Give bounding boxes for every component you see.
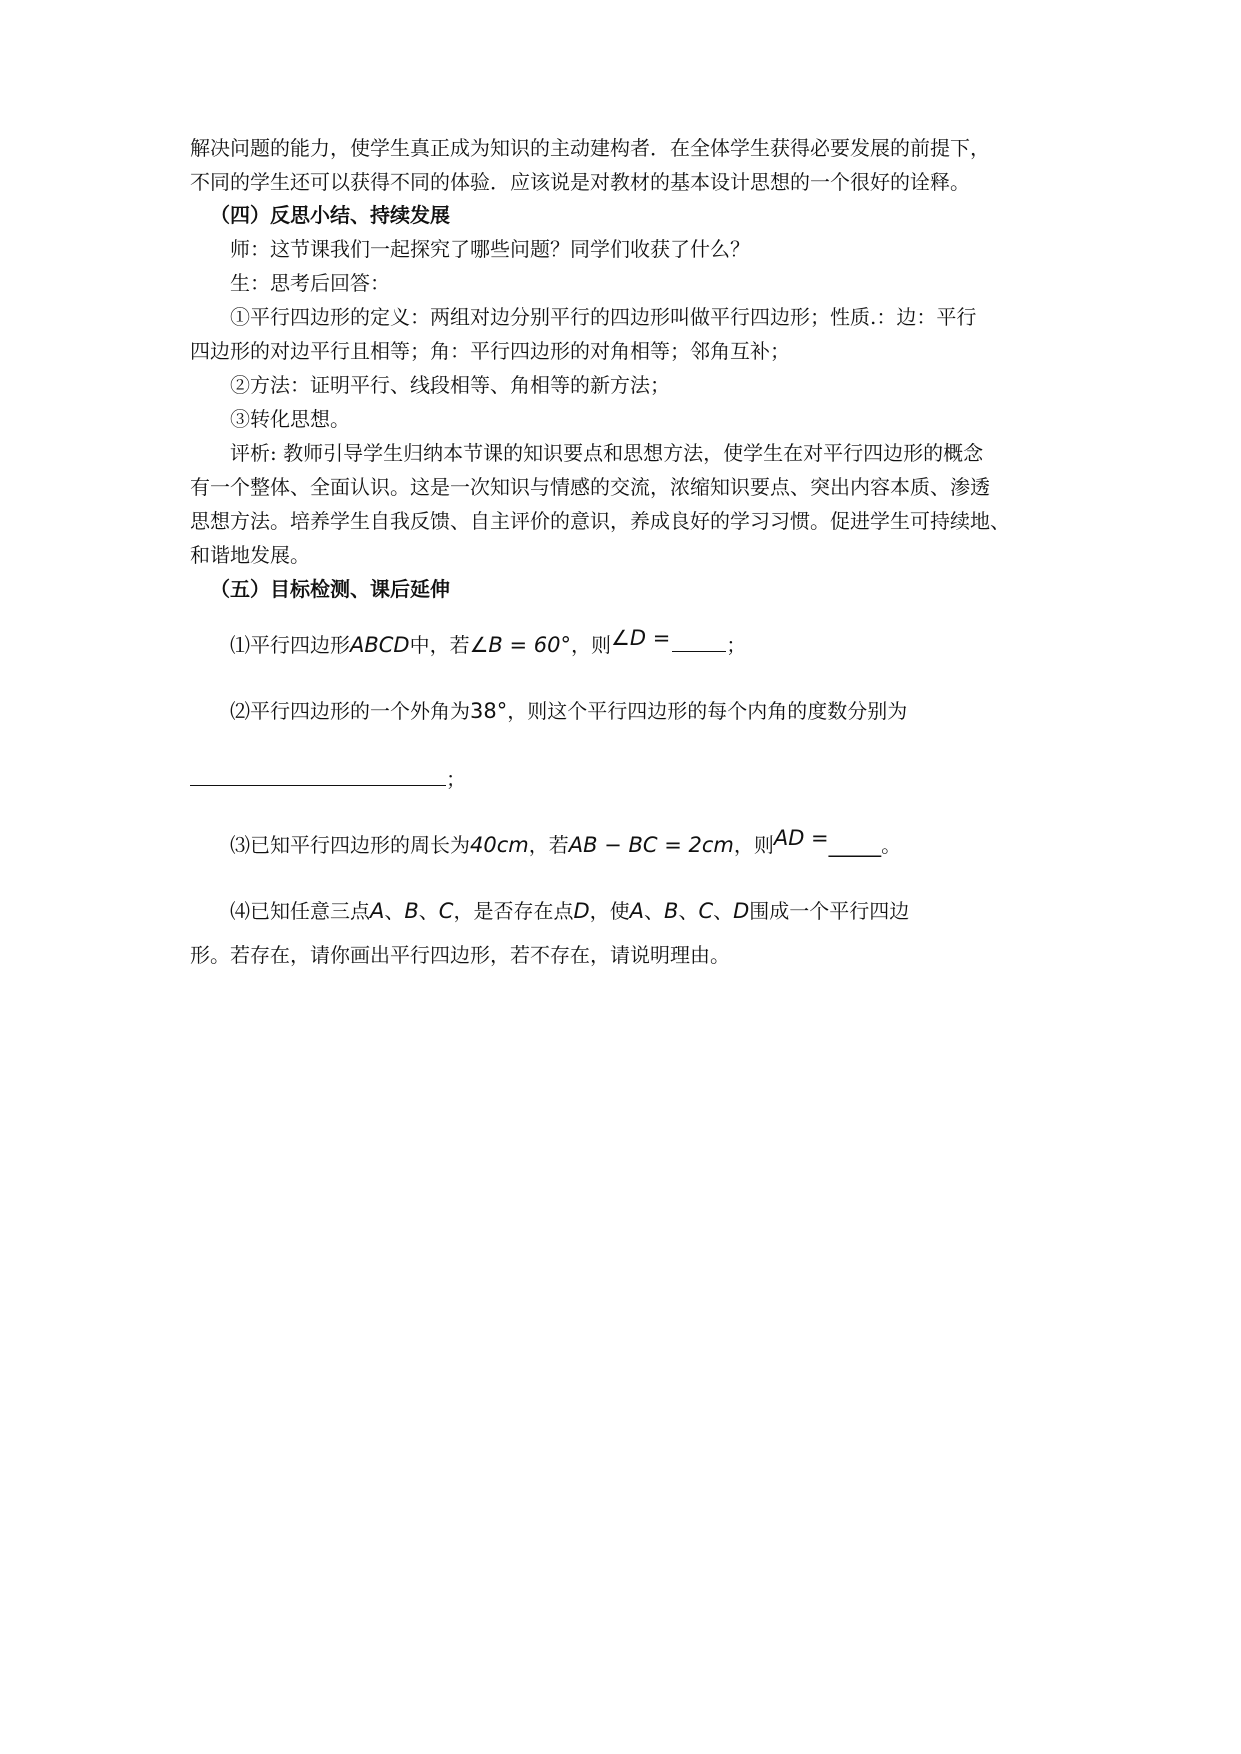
text: ，则 (571, 633, 612, 657)
text: ①平行四边形的定义：两组对边分别平行的四边形叫做平行四边形；性质.：边：平行 (230, 305, 977, 329)
text: 有一个整体、全面认识。这是一次知识与情感的交流，浓缩知识要点、突出内容本质、渗透 (190, 475, 990, 499)
math-expression: ∠D = (611, 626, 671, 650)
text: 解决问题的能力，使学生真正成为知识的主动建构者．在全体学生获得必要发展的前提下， (190, 136, 990, 160)
text: ⑶已知平行四边形的周长为 (230, 833, 470, 857)
comment-line (0, 504, 1241, 538)
text: 、 (713, 899, 734, 923)
text: ，使 (589, 899, 630, 923)
exercise-4 (0, 894, 1241, 928)
math-expression: 40cm (470, 833, 529, 857)
text: ③转化思想。 (230, 407, 350, 431)
math-point: B (404, 899, 419, 923)
text: ，若 (528, 833, 569, 857)
text: 不同的学生还可以获得不同的体验．应该说是对教材的基本设计思想的一个很好的诠释。 (190, 170, 970, 194)
section-heading-5 (0, 572, 1241, 606)
math-expression: ABCD (350, 633, 410, 657)
text: 四边形的对边平行且相等；角：平行四边形的对角相等；邻角互补； (190, 339, 790, 363)
comment-line (0, 538, 1241, 572)
summary-item-1 (0, 300, 1241, 334)
summary-item-2 (0, 368, 1241, 402)
answer-blank: _____ (828, 833, 882, 857)
teacher-question (0, 232, 1241, 266)
exercise-2 (0, 694, 1241, 728)
math-point: A (370, 899, 385, 923)
exercise-1 (0, 628, 1241, 662)
text: ； (726, 633, 747, 657)
comment-line (0, 470, 1241, 504)
paragraph-line (0, 131, 1241, 165)
answer-blank (190, 765, 446, 786)
text: 、 (384, 899, 405, 923)
exercise-2-answer-line (0, 762, 1241, 796)
text: 形。若存在，请你画出平行四边形，若不存在，请说明理由。 (190, 943, 730, 967)
summary-item-3 (0, 402, 1241, 436)
text: ，是否存在点 (453, 899, 574, 923)
summary-item-1-cont (0, 334, 1241, 368)
text: 评析: 教师引导学生归纳本节课的知识要点和思想方法，使学生在对平行四边形的概念 (230, 441, 984, 465)
text: ； (446, 767, 466, 791)
math-point: C (438, 899, 454, 923)
text: ⑵平行四边形的一个外角为 (230, 699, 470, 723)
heading-text: （四）反思小结、持续发展 (210, 203, 450, 227)
text: ⑴平行四边形 (230, 633, 350, 657)
math-expression: AB − BC = 2cm (568, 833, 734, 857)
math-expression: ∠B = 60° (469, 633, 572, 657)
text: ，则这个平行四边形的每个内角的度数分别为 (507, 699, 908, 723)
math-point: C (698, 899, 714, 923)
section-heading-4 (0, 198, 1241, 232)
answer-blank (672, 631, 726, 652)
text: 、 (418, 899, 439, 923)
math-point: D (733, 899, 750, 923)
text: 生：思考后回答： (230, 271, 390, 295)
text: 和谐地发展。 (190, 543, 310, 567)
text: 。 (881, 833, 902, 857)
text: ，则 (733, 833, 774, 857)
text: ⑷已知任意三点 (230, 899, 370, 923)
math-expression: AD = (773, 826, 829, 850)
math-point: B (664, 899, 679, 923)
student-answer (0, 266, 1241, 300)
math-point: A (629, 899, 645, 923)
paragraph-line (0, 165, 1241, 199)
text: 思想方法。培养学生自我反馈、自主评价的意识，养成良好的学习习惯。促进学生可持续地、 (190, 509, 1010, 533)
text: ②方法：证明平行、线段相等、角相等的新方法； (230, 373, 670, 397)
text: 师：这节课我们一起探究了哪些问题？同学们收获了什么？ (230, 237, 750, 261)
exercise-4-cont (0, 938, 1241, 972)
exercise-3 (0, 828, 1241, 862)
math-expression: 38° (470, 699, 508, 723)
text: 中，若 (409, 633, 470, 657)
math-point: D (573, 899, 590, 923)
comment-line (0, 436, 1241, 470)
text: 围成一个平行四边 (749, 899, 910, 923)
text: 、 (644, 899, 665, 923)
text: 、 (678, 899, 699, 923)
heading-text: （五）目标检测、课后延伸 (210, 577, 450, 601)
